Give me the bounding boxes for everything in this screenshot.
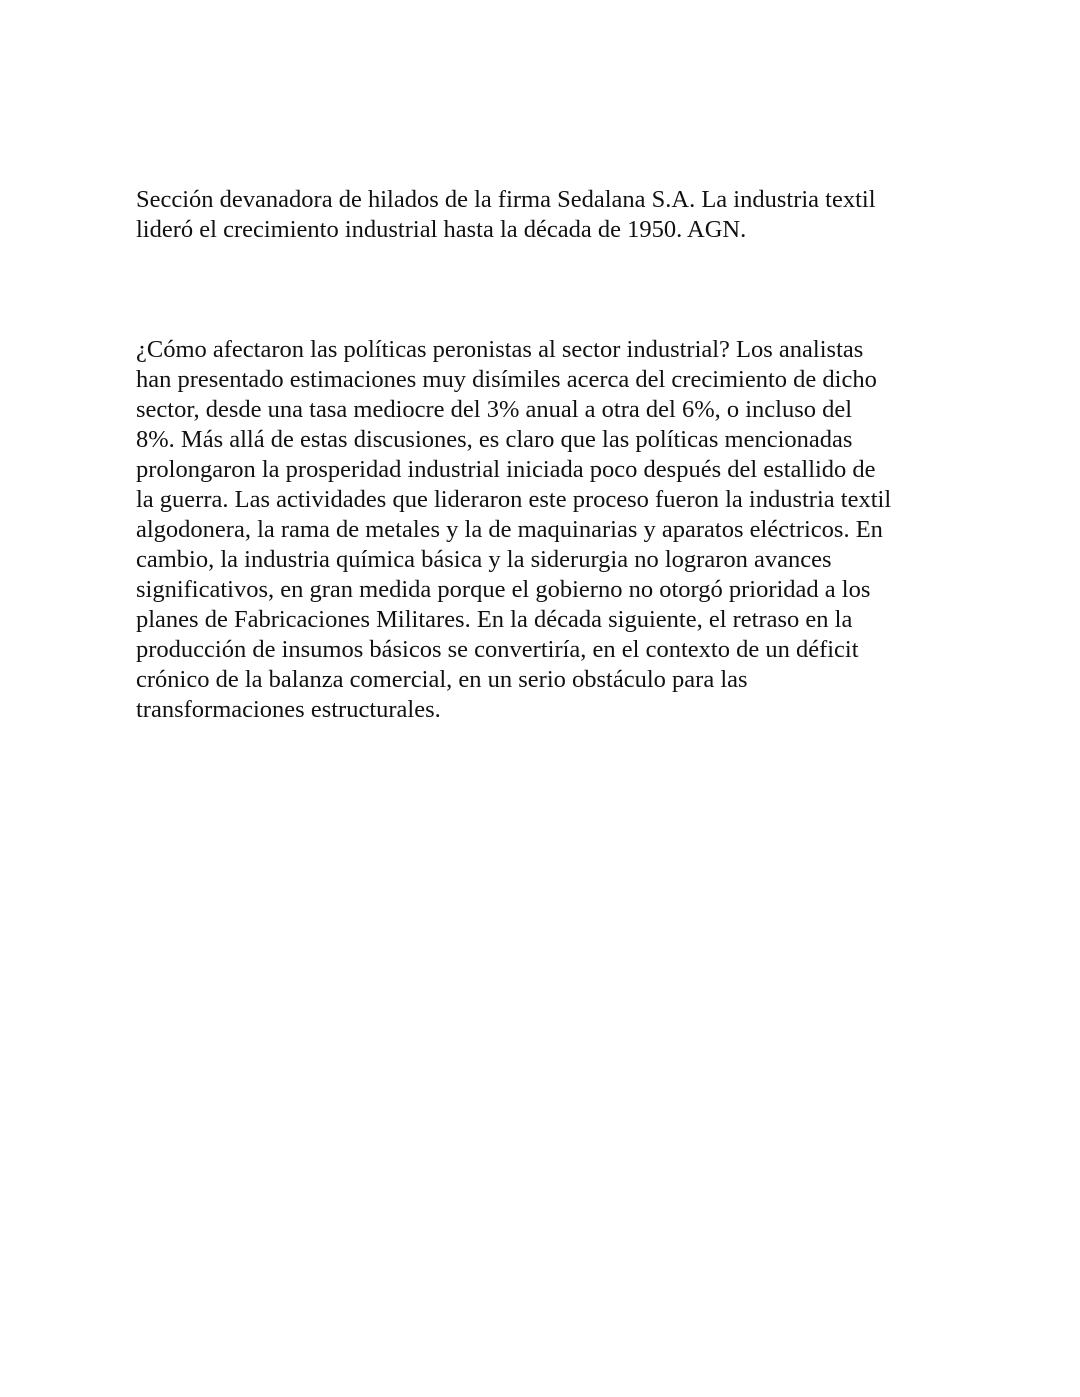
- body-line: crónico de la balanza comercial, en un serio obstáculo para las: [136, 666, 748, 693]
- body-line: cambio, la industria química básica y la siderurgia no lograron avances: [136, 546, 832, 573]
- body-line: sector, desde una tasa mediocre del 3% anual a otra del 6%, o incluso del: [136, 396, 853, 423]
- body-line: transformaciones estructurales.: [136, 696, 441, 723]
- body-line: significativos, en gran medida porque el gobierno no otorgó prioridad a los: [136, 576, 871, 603]
- body-line: 8%. Más allá de estas discusiones, es claro que las políticas mencionadas: [136, 426, 853, 453]
- body-line: la guerra. Las actividades que lideraron este proceso fueron la industria textil: [136, 486, 892, 513]
- body-line: ¿Cómo afectaron las políticas peronistas al sector industrial? Los analistas: [136, 336, 864, 363]
- image-caption: [136, 185, 876, 245]
- body-line: planes de Fabricaciones Militares. En la década siguiente, el retraso en la: [136, 606, 853, 633]
- caption-line: lideró el crecimiento industrial hasta la década de 1950. AGN.: [136, 216, 747, 243]
- caption-line: Sección devanadora de hilados de la firma Sedalana S.A. La industria textil: [136, 186, 876, 213]
- body-line: han presentado estimaciones muy disímiles acerca del crecimiento de dicho: [136, 366, 877, 393]
- body-paragraph: [136, 335, 891, 725]
- body-line: algodonera, la rama de metales y la de maquinarias y aparatos eléctricos. En: [136, 516, 883, 543]
- body-line: producción de insumos básicos se convertiría, en el contexto de un déficit: [136, 636, 859, 663]
- body-line: prolongaron la prosperidad industrial iniciada poco después del estallido de: [136, 456, 876, 483]
